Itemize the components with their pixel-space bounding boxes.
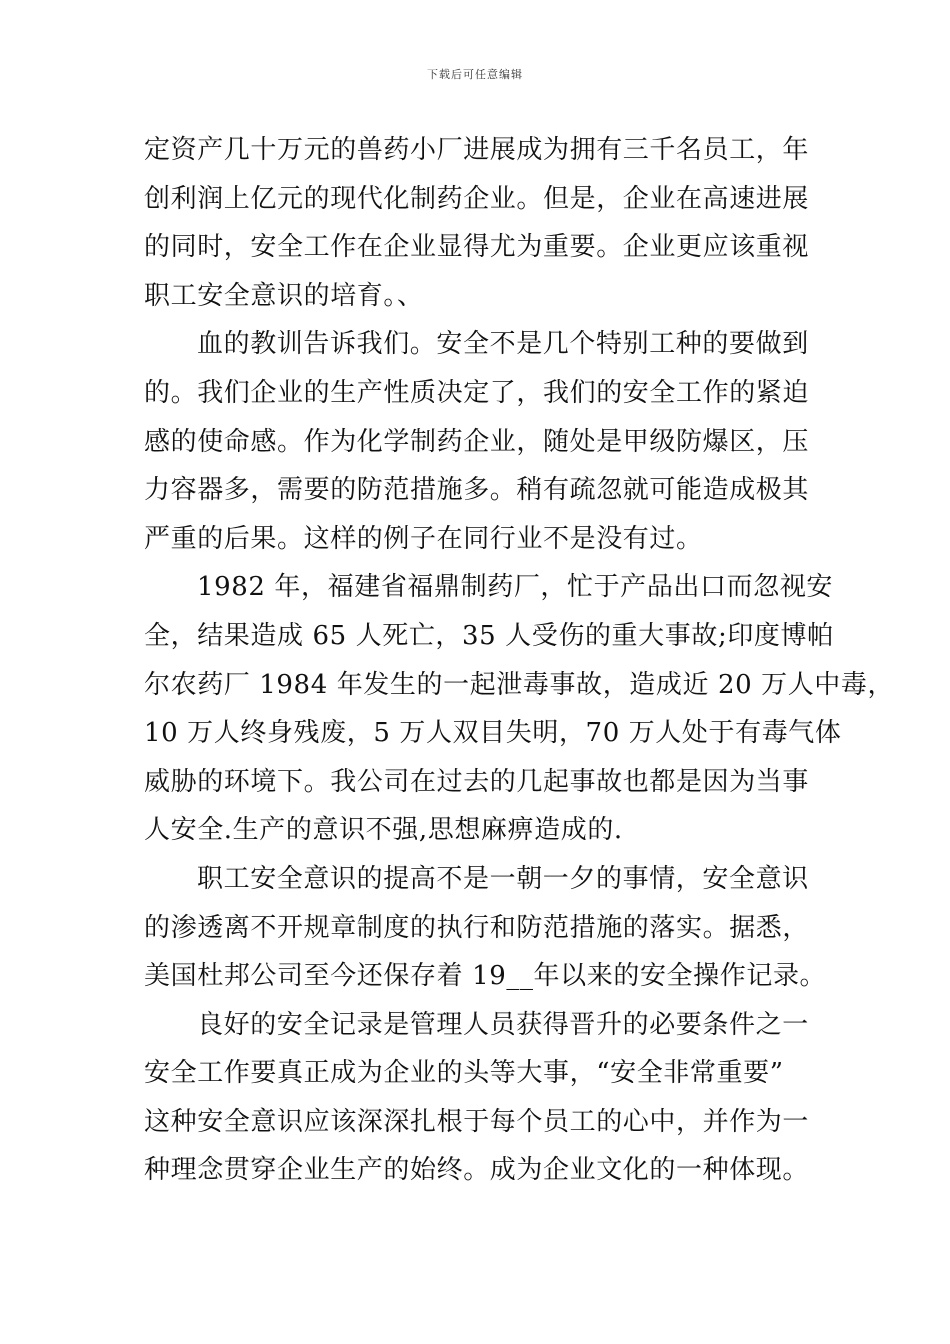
text-line: 种理念贯穿企业生产的始终。成为企业文化的一种体现。: [144, 1155, 810, 1186]
document-body: [144, 126, 895, 1195]
text-line: 血的教训告诉我们。安全不是几个特别工种的要做到: [197, 329, 809, 360]
header-note: 下载后可任意编辑: [427, 68, 523, 81]
text-line: 全，结果造成 65 人死亡，35 人受伤的重大事故;印度博帕: [144, 620, 834, 651]
text-line: 职工安全意识的培育。、: [144, 280, 424, 311]
text-line: 10 万人终身残废，5 万人双目失明，70 万人处于有毒气体: [144, 718, 842, 749]
text-line: 定资产几十万元的兽药小厂进展成为拥有三千名员工，年: [144, 135, 810, 165]
text-line: 人安全.生产的意识不强,思想麻痹造成的.: [144, 815, 623, 846]
text-line: 美国杜邦公司至今还保存着 19__年以来的安全操作记录。: [144, 961, 827, 992]
text-line: 的。我们企业的生产性质决定了，我们的安全工作的紧迫: [144, 377, 810, 408]
text-line: 感的使命感。作为化学制药企业，随处是甲级防爆区，压: [144, 426, 810, 457]
paragraph-5: [144, 1001, 812, 1195]
text-line: 创利润上亿元的现代化制药企业。但是，企业在高速进展: [144, 183, 810, 214]
text-line: 尔农药厂 1984 年发生的一起泄毒事故，造成近 20 万人中毒，: [144, 669, 895, 700]
paragraph-3: [144, 563, 895, 855]
text-line: 威胁的环境下。我公司在过去的几起事故也都是因为当事: [144, 766, 810, 797]
text-line: 力容器多，需要的防范措施多。稍有疏忽就可能造成极其: [144, 475, 810, 506]
paragraph-1: [144, 126, 812, 320]
text-line: 安全工作要真正成为企业的头等大事，“安全非常重要”: [144, 1058, 784, 1089]
text-line: 这种安全意识应该深深扎根于每个员工的心中，并作为一: [144, 1106, 810, 1137]
text-line: 1982 年，福建省福鼎制药厂，忙于产品出口而忽视安: [197, 572, 834, 603]
text-line: 职工安全意识的提高不是一朝一夕的事情，安全意识: [197, 863, 809, 894]
text-line: 严重的后果。这样的例子在同行业不是没有过。: [144, 523, 703, 554]
text-line: 良好的安全记录是管理人员获得晋升的必要条件之一: [197, 1009, 809, 1040]
text-line: 的同时，安全工作在企业显得尤为重要。企业更应该重视: [144, 232, 810, 263]
paragraph-4: [144, 855, 827, 1001]
paragraph-2: [144, 320, 812, 563]
text-line: 的渗透离不开规章制度的执行和防范措施的落实。据悉，: [144, 912, 810, 943]
